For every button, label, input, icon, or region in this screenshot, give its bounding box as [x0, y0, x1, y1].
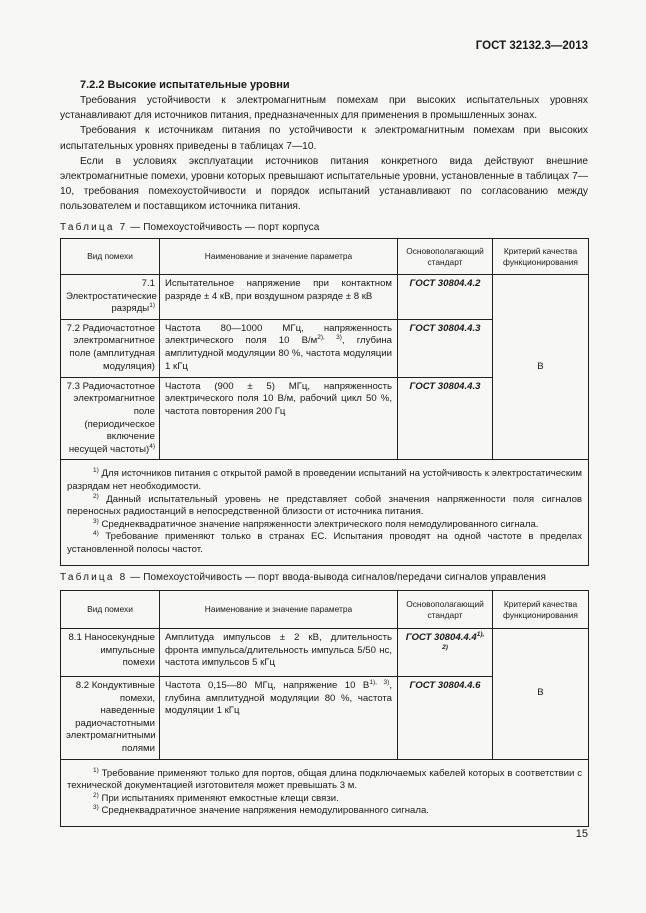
cell-criterion: В: [493, 275, 589, 460]
table-7-notes-row: [61, 460, 589, 565]
footnote: $^{1)}$ Требование применяют только для портов, общая длина подключаемых кабелей которых в соответствии с технической документацией изготовителя может превышать 3 м.: [67, 766, 582, 792]
table-8-header-criterion: Критерий качества функционирования: [493, 591, 589, 629]
cell-standard: ГОСТ 30804.4.2: [398, 275, 493, 320]
cell-param: Частота 0,15—80 МГц, напряжение 10 $В^{1), 3)}$, глубина амплитудной модуляции 80 %, частота модуляции 1 кГц: [160, 677, 398, 760]
document-id: ГОСТ 32132.3—2013: [475, 40, 588, 52]
table-8-notes: [61, 759, 589, 826]
cell-type: 7.1 Электростатические разряды$^{1)}$: [61, 275, 160, 320]
table-7-caption-prefix: Таблица 7: [60, 222, 128, 233]
paragraph-2: Требования к источникам питания по устойчивости к электромагнитным помехам при высоких испытательных уровнях приведены в таблицах 7—10.: [60, 125, 588, 152]
footnote: $^{1)}$ Для источников питания с открытой рамой в проведении испытаний на устойчивость к электростатическим разрядам нет необходимости.: [67, 467, 582, 492]
page-number: 15: [575, 828, 588, 840]
section-heading: 7.2.2 Высокие испытательные уровни: [80, 79, 290, 91]
table-7-header-row: [61, 239, 589, 275]
table-7-header-type: Вид помехи: [61, 239, 160, 275]
footnote: $^{2)}$ Данный испытательный уровень не представляет собой значения напряженности поля сигналов переносных радиостанций в непосредственной близости от источника питания.: [67, 492, 582, 518]
table-7: [60, 238, 589, 566]
cell-type: 7.3 Радиочастотное электромагнитное поле (периодическое включение несущей частоты)$^{4)}$: [61, 377, 160, 460]
section-7-2-2: [60, 79, 588, 215]
table-7-header-criterion: Критерий качества функционирования: [493, 239, 589, 275]
cell-type: 8.2 Кондуктивные помехи, наведенные радиочастотными электромагнитными полями: [61, 677, 160, 760]
table-7-caption-text: — Помехоустойчивость — порт корпуса: [127, 222, 320, 233]
table-8-notes-row: [61, 759, 589, 826]
footnote: $^{2)}$ При испытаниях применяют емкостные клещи связи.: [93, 791, 339, 804]
footnote: $^{3)}$ Среднеквадратичное значение напряженности электрического поля немодулированного сигнала.: [93, 517, 539, 530]
cell-param: Испытательное напряжение при контактном разряде ± 4 кВ, при воздушном разряде ± 8 кВ: [160, 275, 398, 320]
cell-type: 8.1 Наносекундные импульсные помехи: [61, 629, 160, 677]
table-8-header-param: Наименование и значение параметра: [160, 591, 398, 629]
table-7-header-standard: Основополагающий стандарт: [398, 239, 493, 275]
cell-type: 7.2 Радиочастотное электромагнитное поле (амплитудная модуляция): [61, 319, 160, 377]
table-8-caption-prefix: Таблица 8: [60, 572, 128, 583]
table-7-notes: [61, 460, 589, 565]
cell-standard: ГОСТ 30804.4.3: [398, 319, 493, 377]
paragraph-3: Если в условиях эксплуатации источников питания конкретного вида действуют внешние электромагнитные помехи, уровни которых превышают испытательные уровни, установленные в таблицах 7—10, требования помехоустойчивости и порядок испытаний устанавливают по согласованию между пользователем и поставщиком источника питания.: [60, 155, 588, 213]
table-8-caption: [60, 572, 546, 583]
table-7-header-param: Наименование и значение параметра: [160, 239, 398, 275]
table-row: [61, 275, 589, 320]
table-8-header-type: Вид помехи: [61, 591, 160, 629]
footnote: $^{3)}$ Среднеквадратичное значение напряжения немодулированного сигнала.: [93, 804, 429, 817]
cell-param: Амплитуда импульсов ± 2 кВ, длительность фронта импульса/длительность импульса 5/50 нс, частота импульсов 5 кГц: [160, 629, 398, 677]
cell-param: Частота (900 ± 5) МГц, напряженность электрического поля 10 В/м, рабочий цикл 50 %, частота повторения 200 Гц: [160, 377, 398, 460]
table-8-header-row: [61, 591, 589, 629]
cell-criterion: В: [493, 629, 589, 760]
cell-param: Частота 80—1000 МГц, напряженность электрического поля 10 $В/м^{2), 3)}$, глубина амплитудной модуляции 80 %, частота модуляции 1 кГц: [160, 319, 398, 377]
cell-standard: ГОСТ 30804.4.3: [398, 377, 493, 460]
cell-standard: ГОСТ 30804.4.6: [398, 677, 493, 760]
table-8-header-standard: Основополагающий стандарт: [398, 591, 493, 629]
table-8: [60, 590, 589, 827]
table-8-caption-text: — Помехоустойчивость — порт ввода-вывода сигналов/передачи сигналов управления: [127, 572, 547, 583]
cell-standard: ГОСТ $30804.4.4^{1), 2)}$: [398, 629, 493, 677]
footnote: $^{4)}$ Требование применяют только в странах ЕС. Испытания проводят на одной частоте в пределах установленной полосы частот.: [67, 530, 582, 555]
table-7-caption: [60, 222, 319, 233]
paragraph-1: Требования устойчивости к электромагнитным помехам при высоких испытательных уровнях устанавливают для источников питания, предназначенных для применения в промышленных зонах.: [60, 95, 588, 122]
table-row: [61, 629, 589, 677]
